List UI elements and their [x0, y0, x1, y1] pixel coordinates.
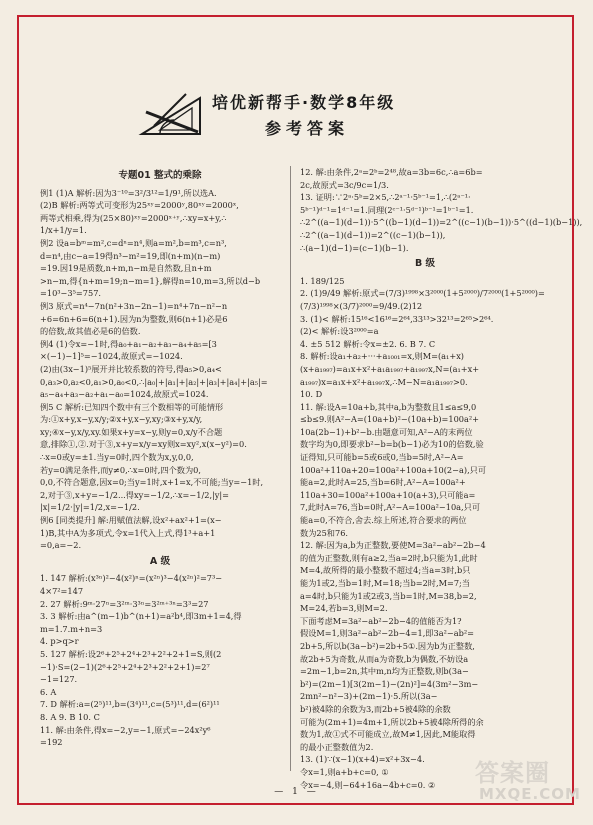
answer-b-line: 3. (1)< 解析:15¹⁶<16¹⁶=2⁶⁴,33¹³>32¹³=2⁶⁵>2⁶⁴. — [300, 313, 494, 324]
left-lines — [40, 187, 280, 552]
a-lines — [40, 572, 280, 748]
answer-b-line: 11. 解:设A=10a+b,其中a,b为整数且1≤a≤9,0 — [300, 401, 477, 412]
answer-line: =10³−3⁵=757. — [40, 288, 102, 299]
answer-a-line: m=1.7.m+n=3 — [40, 623, 103, 634]
answer-b-line: ≤b≤9.则A²−A=(10a+b)²−(10a+b)=100a²+ — [300, 414, 480, 425]
answer-line: 例3 原式=n⁴−7n(n²+3n−2n−1)=n⁴+7n−n²−n — [40, 300, 228, 311]
section-title: 专题01 整式的乘除 — [118, 170, 202, 181]
answer-b-line: 令x=1,则a+b+c=0, ① — [300, 766, 389, 777]
answer-line: 1)B,其中A为多项式,令x=1代入上式,得1³+a+1 — [40, 527, 216, 538]
answer-line: ∴x=0或y=±1.当y=0时,四个数为x,y,0,0, — [40, 452, 194, 463]
answer-a-line: 5. 127 解析:设2⁶+2⁵+2⁴+2³+2²+2+1=S,则(2 — [40, 648, 222, 659]
watermark-title: 答案圈 — [475, 759, 550, 787]
answer-line: =0,a=−2. — [40, 540, 82, 551]
answer-line: 0,a₃>0,a₂<0,a₁>0,a₀<0,∴|a₀|+|a₁|+|a₂|+|a₃|+|a₄|+|a₅|= — [40, 376, 268, 387]
answer-b-line: =2m−1,b=2n,其中m,n均为正整数,则b(3a− — [300, 666, 469, 677]
answer-line: (2)B 解析:两等式可变形为25ˣʸ=2000ʸ,80ˣʸ=2000ˣ, — [40, 200, 239, 211]
answer-line: ∴2^((a−1)(d−1))·5^((b−1)(d−1))=2^((c−1)(b−1))·5^((d−1)(b−1)), — [300, 217, 583, 228]
answer-line: 两等式相乘,得为(25×80)ˣʸ=2000ˣ⁺ʸ,∴xy=x+y,∴ — [40, 212, 227, 223]
answer-b-line: 数字均为0,即要求b²−b=b(b−1)必为10的倍数,验 — [300, 439, 484, 450]
answer-a-line: −1)·S=(2−1)(2⁶+2⁵+2⁴+2³+2²+2+1)=2⁷ — [40, 661, 210, 672]
answer-line: |x|=1/2·|y|=1/2,x=−1/2. — [40, 502, 140, 513]
answer-a-line: 1. 147 解析:(x³ⁿ)²−4(x²)ⁿ=(x²ⁿ)³−4(x²ⁿ)²=7³− — [40, 573, 223, 584]
answer-b-line: M=4,故所得的最小整数不超过4;当a=3时,b只 — [300, 565, 471, 576]
answer-b-line: a₁₉₉₇)x=a₁x+x²+a₁₉₉₇x,∴M−N=a₁a₁₉₉₇>0. — [300, 376, 468, 387]
answer-line: 若y=0满足条件,而y≠0,∴x=0时,四个数为0, — [40, 464, 201, 475]
answer-b-line: 数为1,故①式不可能成立,故M≠1,因此,M能取得 — [300, 729, 476, 740]
answer-b-line: 能a=2,此时A=25,当b=6时,A²−A=100a²+ — [300, 477, 466, 488]
answer-b-line: 12. 解:因为a,b为正整数,要使M=3a²−ab²−2b−4 — [300, 540, 486, 551]
answer-b-line: 下面考虑M=3a²−ab²−2b−4的值能否为1? — [300, 615, 462, 626]
answer-line: ∴(a−1)(d−1)=(c−1)(b−1). — [300, 242, 409, 253]
right-top-lines — [300, 166, 583, 254]
answer-b-line: 13. (1)∵(x−1)(x+4)=x²+3x−4. — [300, 754, 425, 765]
answer-b-line: 的最小正整数值为2. — [300, 741, 374, 752]
column-divider — [290, 166, 291, 771]
answer-line: 意,排除①,②.对于③,x+y=x/y=xy则x=xy²,x(x−y²)=0. — [40, 439, 247, 450]
answer-b-line: 1. 189/125 — [300, 275, 345, 286]
answer-b-line: (2)< 解析:设3²⁰⁰⁰=a — [300, 326, 379, 337]
answer-b-line: b²)被4除的余数为3,而2b+5被4除的余数 — [300, 703, 451, 714]
answer-line: 0,0,不符合题意,因x=0;当y=1时,x+1=x,不可能;当y=−1时, — [40, 477, 264, 488]
answer-b-line: (x+a₁₉₉₇)=a₁x+x²+a₁a₁₉₉₇+a₁₉₉₇x,N=(a₁+x+ — [300, 363, 480, 374]
answer-line: 5ᵇ⁻¹)ᵈ⁻¹=1ᵈ⁻¹=1.同理(2ᶜ⁻¹·5ᵈ⁻¹)ᵇ⁻¹=1ᵇ⁻¹=1. — [300, 204, 474, 215]
watermark — [475, 751, 581, 807]
answer-line: 例6 [同类提升] 解:用赋值法解,设x²+ax²+1=(x− — [40, 515, 222, 526]
answer-line: >n−m,得{n+m=19;n−m=1},解得n=10,m=3,所以d−b — [40, 275, 261, 286]
section-a-title: A 级 — [149, 555, 171, 567]
answer-b-line: 100a²+110a+20=100a²+100a+10(2−a),只可 — [300, 464, 487, 475]
answer-b-line: 10a(2b−1)+b²−b.由题意可知,A²−A的末两位 — [300, 426, 473, 437]
answer-line: 例4 (1)令x=−1时,得a₀+a₁−a₂+a₃−a₄+a₅=[3 — [40, 338, 217, 349]
right-b-lines — [300, 275, 550, 791]
left-column — [40, 166, 280, 749]
page-number: — 1 — — [274, 787, 319, 797]
answer-b-line: (7/3)¹⁹⁹⁸×(3/7)²⁰⁰⁰=9/49.(2)12 — [300, 300, 423, 311]
answer-b-line: b²)=(2m−1)[3(2m−1)−(2n)²]=4(3m²−3m− — [300, 678, 479, 689]
answer-line: 2c,故原式=3c/9c=1/3. — [300, 179, 389, 190]
answer-b-line: 2. (1)9/49 解析:原式=(7/3)¹⁹⁹⁸×3²⁰⁰⁰(1+5²⁰⁰⁰)/7²⁰⁰⁰(1+5²⁰⁰⁰)= — [300, 288, 545, 299]
book-title: 培优新帮手·数学8年级 — [212, 93, 396, 112]
answer-line: =19.因19是质数,n+m,n−m是自然数,且n+m — [40, 263, 212, 274]
answer-a-line: 6. A — [40, 686, 57, 697]
answer-b-line: 2b+5,所以b(3a−b²)=2b+5①.因为b为正整数, — [300, 640, 475, 651]
ruler-triangle-icon — [140, 92, 206, 136]
answer-a-line: −1=127. — [40, 674, 78, 685]
answer-a-line: =192 — [40, 737, 63, 748]
answer-b-line: 令x=−4,则−64+16a−4b+c=0. ② — [300, 779, 436, 790]
answer-b-line: 故2b+5为奇数,从而a为奇数,b为偶数,不妨设a — [300, 653, 469, 664]
answer-a-line: 4×7²=147 — [40, 586, 84, 596]
answer-b-line: 2mn²−n²−3)+(2m−1)·5.所以(3a− — [300, 691, 438, 702]
answer-line: 例5 C 解析:已知四个数中有三个数相等的可能情形 — [40, 401, 224, 412]
answer-line: ×(−1)−1]⁵=−1024,故原式=−1024. — [40, 351, 183, 362]
right-column — [300, 166, 583, 791]
answer-b-line: 证得知,只可能b=5或6或0,当b=5时,A²−A= — [300, 452, 464, 463]
answer-b-line: 110a+30=100a²+100a+10(a+3),只可能a= — [300, 489, 476, 500]
answer-line: (2)由(3x−1)⁵展开并比较系数的符号,得a₅>0,a₄< — [40, 363, 222, 374]
answer-b-line: 10. D — [300, 389, 323, 400]
answer-b-line: 的值为正整数,则有a≥2,当a=2时,b只能为1,此时 — [300, 552, 478, 563]
section-b-title: B 级 — [414, 258, 436, 270]
answer-a-line: 7. D 解析:a=(2⁵)¹¹,b=(3⁴)¹¹,c=(5³)¹¹,d=(6²)¹¹ — [40, 699, 220, 710]
answer-line: 为:①x+y,x−y,x/y;②x+y,x−y,xy;③x+y,x/y, — [40, 414, 203, 425]
answer-line: 13. 证明:∵2ᵃ·5ᵇ=2×5,∴2ᵃ⁻¹·5ᵇ⁻¹=1,∴(2ᵃ⁻¹· — [300, 192, 471, 203]
answer-b-line: 可能为(2m+1)=4m+1,所以2b+5被4除所得的余 — [300, 716, 484, 727]
watermark-url: MXQE.COM — [479, 785, 581, 803]
answer-line: d=n⁴,由c−a=19得n³−m²=19,即(n+m)(n−m) — [40, 250, 221, 261]
answer-b-line: M=24,若b=3,则M=2. — [300, 603, 388, 614]
answer-a-line: 11. 解:由条件,得x=−2,y=−1,原式=−24x²y⁶ — [40, 724, 211, 735]
answer-b-line: 假设M=1,则3a²−ab²−2b−4=1,即3a²−ab²= — [300, 628, 474, 639]
answer-b-line: a=4时,b只能为1或2或3,当b=1时,M=38,b=2, — [300, 590, 477, 601]
answer-line: 12. 解:由条件,2ᵃ=2ᵇ=2⁴⁸,故a=3b=6c,∴a=6b= — [300, 167, 483, 177]
answer-line: 的倍数,故其值必是6的倍数. — [40, 326, 141, 337]
answer-line: 例2 设a=bᵐ=m²,c=dⁿ=n⁴,则a=m²,b=m³,c=n³, — [40, 237, 227, 248]
answer-b-line: 4. ±5 512 解析:令x=±2. 6. B 7. C — [300, 338, 436, 349]
answer-line: ∴2^((a−1)(d−1))=2^((c−1)(b−1)), — [300, 229, 446, 240]
answer-b-line: 7,此时A=76,当b=0时,A²−A=100a²−10a,只可 — [300, 502, 481, 513]
answer-line: a₅−a₄+a₃−a₂+a₁−a₀=1024,故原式=1024. — [40, 389, 209, 400]
answer-line: 2,对于③,x+y=−1/2...得xy=−1/2,∴x=−1/2,|y|= — [40, 489, 230, 500]
answers-subtitle: 参考答案 — [265, 119, 350, 138]
answer-line: 1/x+1/y=1. — [40, 225, 87, 236]
answer-a-line: 4. p>q>r — [40, 636, 79, 647]
answer-b-line: 能为1或2,当b=1时,M=18;当b=2时,M=7;当 — [300, 578, 470, 588]
answer-line: xy;④x−y,x/y,xy.如果x+y=x−y,则y=0,x/y不合题 — [40, 426, 223, 437]
answer-line: +6=6n+6=6(n+1).因为n为整数,则6(n+1)必是6 — [40, 313, 228, 324]
answer-b-line: 数为25和76. — [300, 527, 349, 538]
answer-line: 例1 (1)A 解析:因为3⁻¹⁰=3²/3¹²=1/9¹,所以选A. — [40, 187, 217, 198]
answer-b-line: 8. 解析:设a₁+a₂+···+a₁₀₀₁=x,则M=(a₁+x) — [300, 351, 465, 362]
answer-a-line: 3. 3 解析:由a^(m−1)b^(n+1)=a²b⁴,即3m+1=4,得 — [40, 611, 242, 622]
answer-a-line: 2. 27 解析:9ᵐ·27ⁿ=3²ᵐ·3³ⁿ=3²ᵐ⁺³ⁿ=3³=27 — [40, 598, 209, 609]
answer-b-line: 能a=0,不符合,舍去.综上所述,符合要求的两位 — [300, 515, 467, 526]
answer-a-line: 8. A 9. B 10. C — [40, 711, 100, 722]
